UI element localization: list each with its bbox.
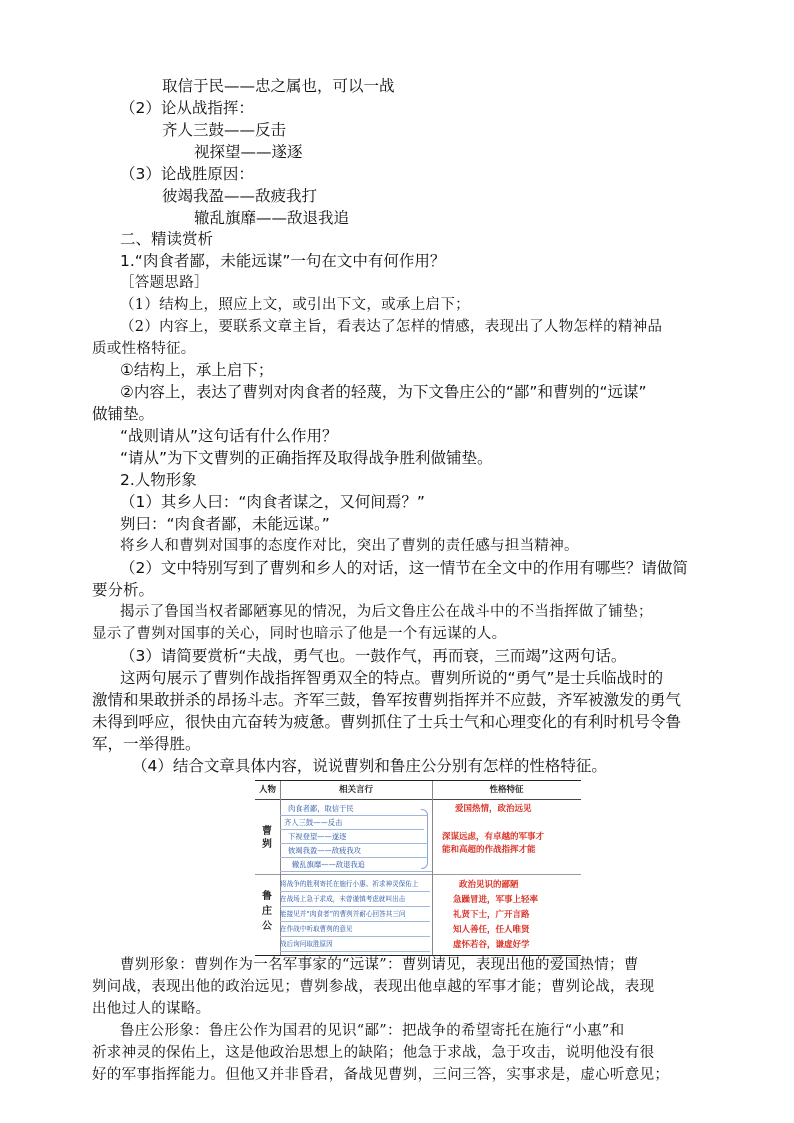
outline-line: 视探望——遂逐 [194, 143, 303, 161]
saying-item: 彼竭我盈——敌疲我攻 [280, 844, 428, 858]
saying-item: 能接见并“肉食者”的曹刿并耐心回答其三问 [280, 908, 430, 922]
trait-item: 知人善任，任人唯贤 [453, 925, 530, 935]
table-header-person: 人物 [258, 785, 276, 795]
bracket-icon [421, 809, 428, 869]
closing-line: 好的军事指挥能力。但他又并非昏君，备战见曹刿，三问三答，实事求是，虚心听意见； [92, 1067, 670, 1083]
trait-item: 虚怀若谷，谦虚好学 [453, 940, 530, 950]
question-line: （2）文中特别写到了曹刿和乡人的对话，这一情节在全文中的作用有哪些？请做简 [120, 559, 688, 577]
trait-item: 礼贤下士，广开言路 [453, 910, 530, 920]
analysis-line: 这两句展示了曹刿作战指挥智勇双全的特点。曹刿所说的“勇气”是士兵临战时的 [120, 669, 664, 687]
answer-line: ②内容上，表达了曹刿对肉食者的轻蔑，为下文鲁庄公的“鄙”和曹刿的“远谋” [120, 383, 647, 401]
trait-item: 深谋远虑，有卓越的军事才 [442, 832, 545, 842]
analysis-line: 显示了曹刿对国事的关心，同时也暗示了他是一个有远谋的人。 [92, 626, 507, 642]
table-header-sayings: 相关言行 [338, 785, 373, 795]
outline-line: 辙乱旗靡——敌退我追 [194, 209, 350, 227]
answer-line: ①结构上，承上启下； [120, 361, 274, 379]
question-line: “战则请从”这句话有什么作用？ [120, 427, 338, 445]
quote-line: 刿曰：“肉食者鄙，未能远谋。” [120, 515, 330, 533]
person-cao-gui: 曹刿 [262, 826, 272, 850]
saying-item: 下视登望——遂逐 [280, 830, 428, 844]
answer-line: “请从”为下文曹刿的正确指挥及取得战争胜利做铺垫。 [120, 449, 493, 467]
analysis-line: 揭示了鲁国当权者鄙陋寡见的情况，为后文鲁庄公在战斗中的不当指挥做了铺垫； [120, 604, 653, 620]
column-divider [432, 781, 433, 955]
analysis-line: 激情和果敢拼杀的昂扬斗志。齐军三鼓，鲁军按曹刿指挥并不应鼓，齐军被激发的勇气 [92, 691, 682, 709]
trait-item: 爱国热情，政治远见 [455, 804, 532, 814]
subsection-heading: 2.人物形象 [120, 471, 197, 489]
closing-line: 曹刿形象：曹刿作为一名军事家的“远谋”：曹刿请见，表现出他的爱国热情；曹 [120, 957, 639, 973]
hint-line: （2）内容上，要联系文章主旨，看表达了怎样的情感，表现出了人物怎样的精神品 [120, 319, 663, 335]
outline-line: 取信于民——忠之属也，可以一战 [162, 77, 395, 95]
trait-item: 政治见识的鄙陋 [459, 880, 519, 890]
outline-subhead: （3）论战胜原因： [120, 165, 254, 183]
trait-item: 急躁冒进，军事上轻率 [453, 895, 539, 905]
outline-subhead: （2）论从战指挥： [120, 99, 254, 117]
analysis-line: 未得到呼应，很快由亢奋转为疲惫。曹刿抓住了士兵士气和心理变化的有利时机号令鲁 [92, 713, 682, 731]
header-divider [255, 799, 581, 800]
answer-line: 做铺垫。 [92, 405, 155, 423]
closing-line: 鲁庄公形象：鲁庄公作为国君的见识“鄙”：把战争的希望寄托在施行“小惠”和 [120, 1023, 625, 1039]
section-heading: 二、精读赏析 [120, 230, 214, 248]
person-lu-zhuanggong: 鲁庄公 [262, 891, 272, 932]
analysis-line: 军，一举得胜。 [92, 735, 201, 753]
table-header-traits: 性格特征 [489, 785, 524, 795]
hint-line: （1）结构上，照应上文，或引出下文，或承上启下； [120, 297, 470, 313]
question-line: （3）请简要赏析“夫战，勇气也。一鼓作气，再而衰，三而竭”这两句话。 [120, 647, 627, 665]
saying-item: 辙乱旗靡——敌退我追 [280, 858, 432, 872]
saying-item: 在作战中听取曹刿的意见 [280, 923, 430, 937]
saying-item: 在战场上急于求成，未曾谨慎考虑就叫出击 [280, 893, 430, 907]
outline-line: 彼竭我盈——敌疲我打 [162, 187, 318, 205]
question-line: （4）结合文章具体内容，说说曹刿和鲁庄公分别有怎样的性格特征。 [132, 757, 607, 775]
saying-item: 肉食者鄙，取信于民 [280, 802, 428, 816]
analysis-line: 将乡人和曹刿对国事的态度作对比，突出了曹刿的责任感与担当精神。 [120, 538, 579, 554]
trait-item: 能和高超的作战指挥才能 [442, 845, 536, 855]
question-1: 1.“肉食者鄙，未能远谋”一句在文中有何作用？ [120, 252, 446, 270]
group-divider [255, 874, 581, 875]
saying-item: 齐人三鼓——反击 [280, 816, 424, 830]
closing-line: 刿问战，表现出他的政治远见；曹刿参战，表现出他卓越的军事才能；曹刿论战，表现 [92, 979, 655, 995]
hint-label: ［答题思路］ [120, 275, 209, 291]
hint-line: 质或性格特征。 [92, 341, 196, 357]
saying-item: 将战争的胜利寄托在施行小惠、祈求神灵保佑上 [280, 878, 430, 892]
saying-item: 战后询问取胜原因 [280, 938, 430, 952]
closing-line: 出他过人的谋略。 [92, 1001, 211, 1017]
character-table [255, 780, 581, 956]
question-line: 要分析。 [92, 581, 155, 599]
quote-line: （1）其乡人曰：“肉食者谋之，又何间焉？” [120, 493, 425, 511]
outline-line: 齐人三鼓——反击 [162, 121, 287, 139]
closing-line: 祈求神灵的保佑上，这是他政治思想上的缺陷；他急于求战，急于攻击，说明他没有很 [92, 1045, 655, 1061]
